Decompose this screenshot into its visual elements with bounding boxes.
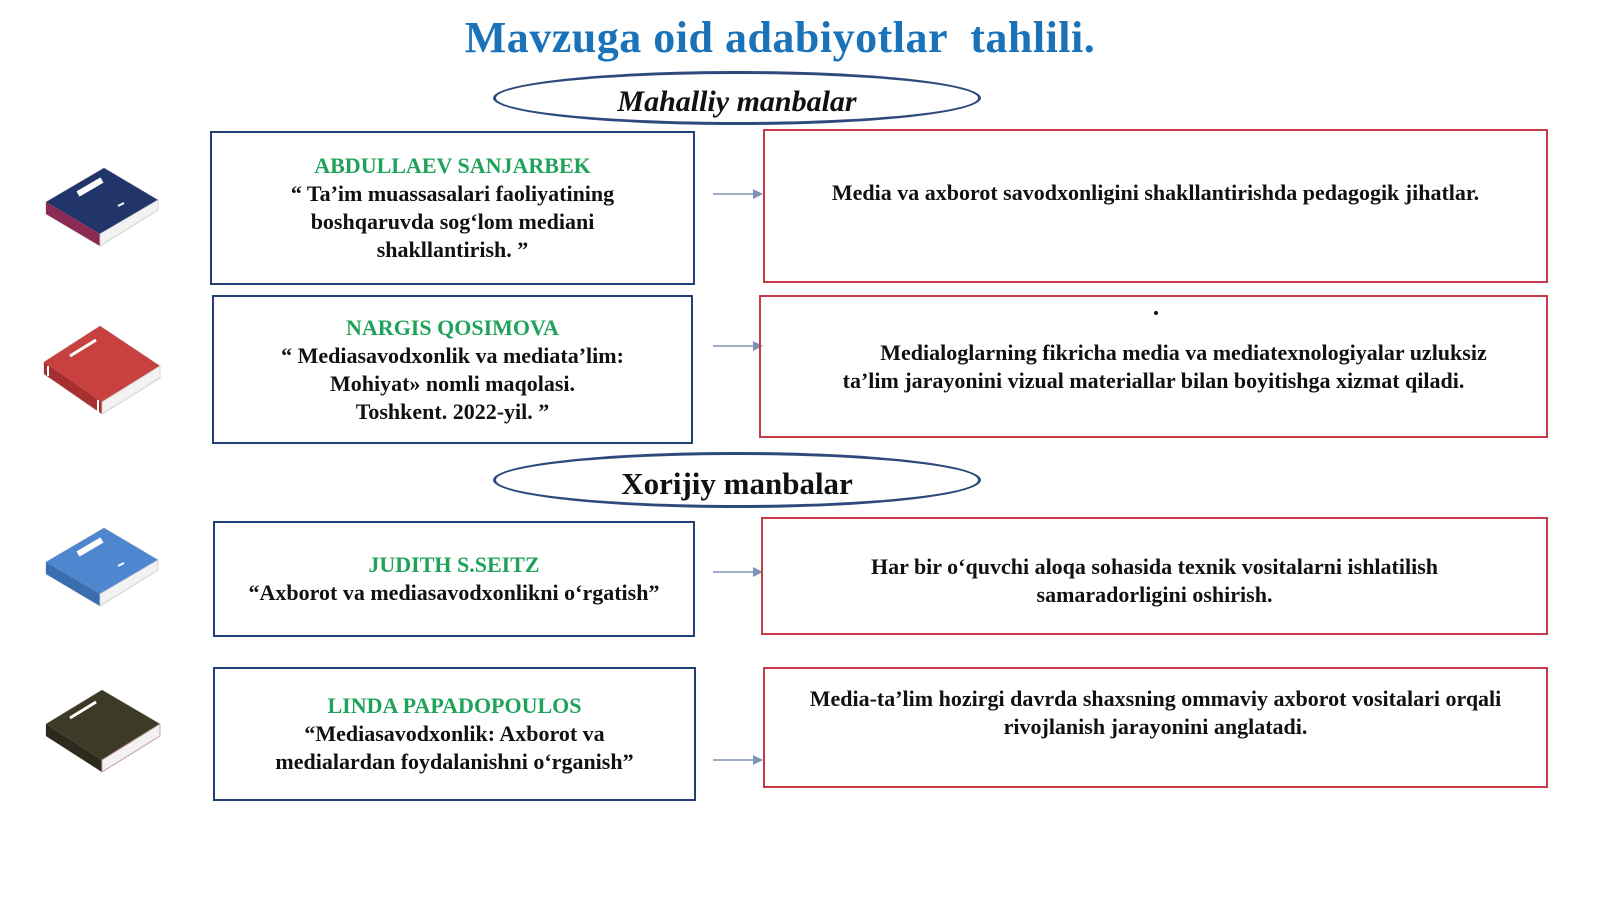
book-icon-red: [40, 322, 164, 418]
section-label-foreign: [493, 452, 981, 508]
source-author: JUDITH S.SEITZ: [368, 552, 540, 577]
description-line: Media va axborot savodxonligini shakllantirishda pedagogik jihatlar.: [831, 180, 1480, 205]
description-line: rivojlanish jarayonini anglatadi.: [1003, 714, 1308, 739]
source-work-line: “ Mediasavodxonlik va mediata’lim:: [281, 342, 624, 368]
source-card: [212, 295, 693, 444]
source-author: NARGIS QOSIMOVA: [346, 314, 559, 340]
book-icon-olive: [40, 684, 164, 780]
description-line: Har bir o‘quvchi aloqa sohasida texnik vositalarni ishlatilish: [870, 554, 1439, 579]
source-card: [213, 521, 695, 637]
source-work-line: “ Ta’im muassasalari faoliyatining: [290, 181, 615, 206]
description-card: [761, 517, 1548, 635]
book-icon-blue: [40, 520, 164, 616]
source-author: ABDULLAEV SANJARBEK: [314, 153, 591, 178]
arrow-icon: [713, 753, 763, 767]
source-card: [210, 131, 695, 285]
description-card: [759, 295, 1548, 438]
book-icon-navy: [40, 160, 164, 256]
source-work-line: shakllantirish. ”: [376, 237, 529, 262]
source-card: [213, 667, 696, 801]
description-line: Media-ta’lim hozirgi davrda shaxsning ommaviy axborot vositalari orqali: [809, 686, 1502, 711]
source-work-line: “Mediasavodxonlik: Axborot va: [304, 721, 605, 746]
section-label-local-text: Mahalliy manbalar: [617, 85, 857, 118]
source-author: LINDA PAPADOPOULOS: [327, 693, 582, 718]
arrow-icon: [713, 339, 763, 353]
slide-title: Mavzuga oid adabiyotlar tahlili.: [464, 13, 1096, 62]
source-work-line: Mohiyat» nomli maqolasi.: [329, 370, 576, 396]
description-line: Medialoglarning fikricha media va mediatexnologiyalar uzluksiz: [880, 340, 1487, 365]
section-label-local: [493, 71, 981, 125]
source-work-line: Toshkent. 2022-yil. ”: [355, 398, 550, 424]
description-line: ta’lim jarayonini vizual materiallar bilan boyitishga xizmat qiladi.: [842, 368, 1465, 393]
source-work-line: medialardan foydalanishni o‘rganish”: [275, 749, 634, 774]
arrow-icon: [713, 565, 763, 579]
source-work-line: boshqaruvda sog‘lom mediani: [310, 209, 595, 234]
source-work-line: “Axborot va mediasavodxonlikni o‘rgatish”: [248, 580, 660, 605]
description-line: samaradorligini oshirish.: [1036, 582, 1273, 607]
description-card: [763, 129, 1548, 283]
arrow-icon: [713, 187, 763, 201]
bullet-dot: [1154, 311, 1158, 315]
description-card: [763, 667, 1548, 788]
section-label-foreign-text: Xorijiy manbalar: [621, 466, 853, 501]
